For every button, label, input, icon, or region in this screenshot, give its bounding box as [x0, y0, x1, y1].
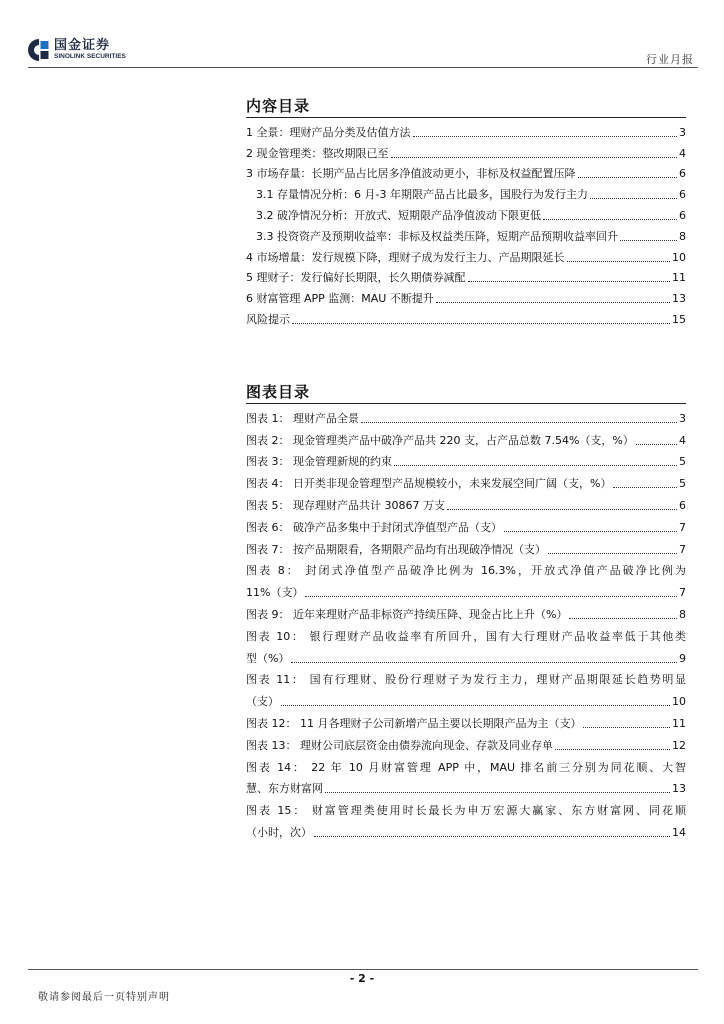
page-number: - 2 - — [349, 972, 375, 985]
figures-title: 图表目录 — [246, 383, 311, 401]
toc-subitem[interactable]: 3.3 投资资产及预期收益率：非标及权益类压降，短期产品预期收益率回升 8 — [256, 229, 686, 243]
toc-title: 内容目录 — [246, 97, 311, 115]
figure-item-line1[interactable]: 图表 11： 国有行理财、股份行理财子为发行主力，理财产品期限延长趋势明显 — [246, 673, 686, 687]
figure-item-line1[interactable]: 图表 14： 22 年 10 月财富管理 APP 中，MAU 排名前三分别为同花顺、大智 — [246, 760, 686, 774]
figure-item-line2[interactable]: （支） 10 — [246, 695, 686, 709]
figure-item[interactable]: 图表 13： 理财公司底层资金由债券流向现金、存款及同业存单 12 — [246, 738, 686, 752]
figure-item-line1[interactable]: 图表 15： 财富管理类使用时长最长为申万宏源大赢家、东方财富网、同花顺 — [246, 804, 686, 818]
toc-item[interactable]: 4 市场增量：发行规模下降，理财子成为发行主力、产品期限延长 10 — [246, 250, 686, 264]
page-header — [0, 0, 724, 70]
toc-item[interactable]: 3 市场存量：长期产品占比居多净值波动更小，非标及权益配置压降 6 — [246, 167, 686, 181]
figure-item-line2[interactable]: 型（%） 9 — [246, 651, 686, 665]
toc-subitem[interactable]: 3.1 存量情况分析：6 月-3 年期限产品占比最多，国股行为发行主力 6 — [256, 188, 686, 202]
disclaimer-note: 敬请参阅最后一页特别声明 — [38, 992, 170, 1003]
figure-item-line2[interactable]: 慧、东方财富网 13 — [246, 782, 686, 796]
figure-item[interactable]: 图表 9： 近年来理财产品非标资产持续压降、现金占比上升（%） 8 — [246, 607, 686, 621]
figure-item[interactable]: 图表 1： 理财产品全景 3 — [246, 411, 686, 425]
toc-item[interactable]: 2 现金管理类：整改期限已至 4 — [246, 146, 686, 160]
toc-subitem[interactable]: 3.2 破净情况分析：开放式、短期限产品净值波动下限更低 6 — [256, 208, 686, 222]
toc-item[interactable]: 5 理财子：发行偏好长期限，长久期债券减配 11 — [246, 271, 686, 285]
figure-item-line1[interactable]: 图表 8： 封闭式净值型产品破净比例为 16.3%，开放式净值产品破净比例为 — [246, 564, 686, 578]
logo-chinese-name: 国金证券 — [54, 38, 111, 54]
figure-item-line2[interactable]: 11%（支） 7 — [246, 586, 686, 600]
figure-item[interactable]: 图表 2： 现金管理类产品中破净产品共 220 支，占产品总数 7.54%（支，%） 4 — [246, 433, 686, 447]
header-divider — [28, 67, 698, 68]
report-type: 行业月报 — [646, 53, 694, 66]
sinolink-logo-icon — [28, 38, 50, 62]
figure-item[interactable]: 图表 12： 11 月各理财子公司新增产品主要以长期限产品为主（支） 11 — [246, 716, 686, 730]
figure-item[interactable]: 图表 4： 日开类非现金管理型产品规模较小，未来发展空间广阔（支，%） 5 — [246, 477, 686, 491]
toc-title-rule — [246, 117, 686, 118]
figures-list — [246, 404, 686, 840]
toc-item[interactable]: 1 全景：理财产品分类及估值方法 3 — [246, 125, 686, 139]
figure-item[interactable]: 图表 5： 现存理财产品共计 30867 万支 6 — [246, 498, 686, 512]
figure-item-line1[interactable]: 图表 10： 银行理财产品收益率有所回升，国有大行理财产品收益率低于其他类 — [246, 629, 686, 643]
figure-item[interactable]: 图表 6： 破净产品多集中于封闭式净值型产品（支） 7 — [246, 520, 686, 534]
figure-item[interactable]: 图表 7： 按产品期限看，各期限产品均有出现破净情况（支） 7 — [246, 542, 686, 556]
figure-item[interactable]: 图表 3： 现金管理新规的约束 5 — [246, 455, 686, 469]
toc-item[interactable]: 6 财富管理 APP 监测：MAU 不断提升 13 — [246, 292, 686, 306]
footer-divider — [28, 969, 698, 970]
company-logo — [28, 38, 126, 62]
logo-english-name: SINOLINK SECURITIES — [54, 53, 126, 61]
figure-item-line2[interactable]: （小时，次） 14 — [246, 825, 686, 839]
toc-item[interactable]: 风险提示 15 — [246, 312, 686, 326]
toc-list — [246, 119, 686, 327]
